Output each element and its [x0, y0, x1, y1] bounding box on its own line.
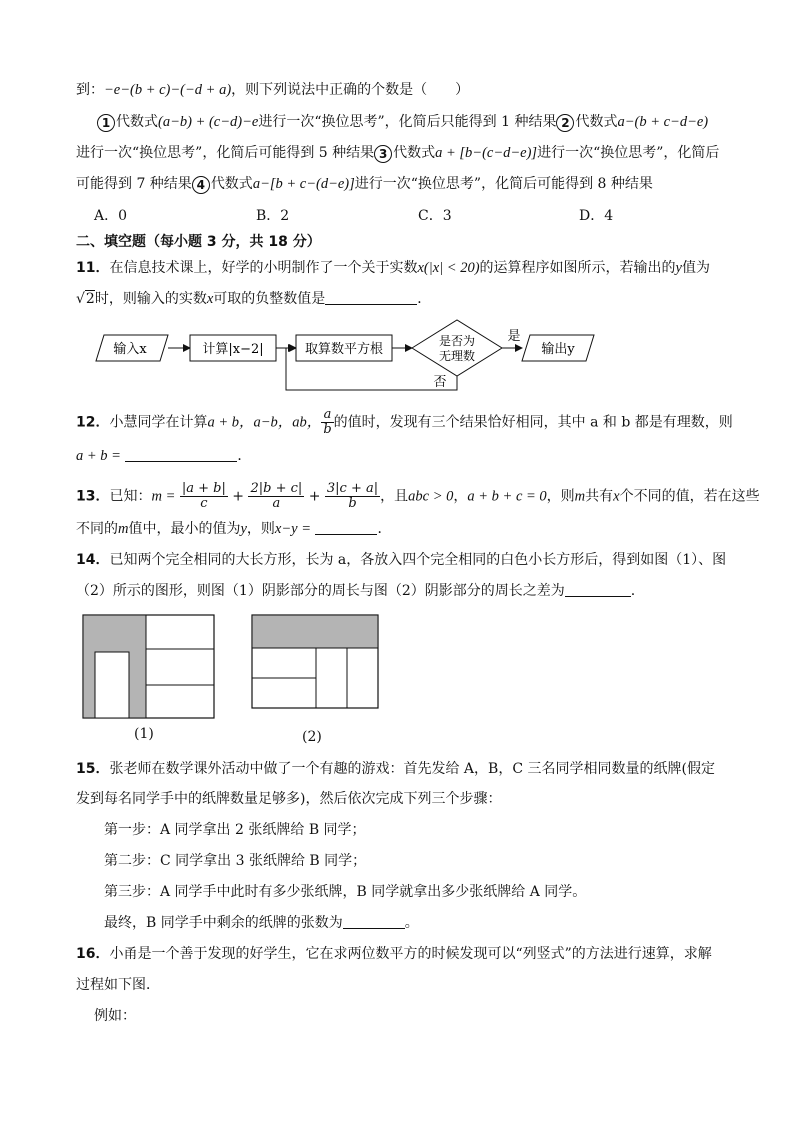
q13-lead: 已知：	[109, 488, 152, 505]
q10-item2-text-a: 代数式	[575, 114, 618, 130]
q10-item3-text-b: 进行一次“换位思考”，化简后	[537, 145, 720, 161]
q10-option-a: A．0	[94, 208, 128, 224]
flow-calc-label: 计算|x−2|	[202, 342, 264, 357]
circled-number-1: 1	[97, 114, 115, 132]
q15-end: 。	[404, 915, 419, 931]
q13-fraction-3	[325, 482, 380, 511]
flow-decision-shape	[412, 320, 502, 376]
q11-text-c: 值为	[681, 260, 710, 276]
q15-step2: 第二步：C 同学拿出 3 张纸牌给 B 同学；	[104, 853, 367, 869]
q13-f3-num: 3|c + a|	[326, 481, 379, 496]
q13-plus-1: +	[232, 488, 245, 505]
fig1-small-rect-left	[95, 652, 129, 718]
q13-f1-num: |a + b|	[181, 481, 226, 496]
q11-end: ．	[417, 291, 432, 307]
q12-text-b: 的值时，发现有三个结果恰好相同，其中 a 和 b 都是有理数，则	[333, 414, 733, 431]
q15-final	[104, 913, 419, 933]
q12-frac-num: a	[321, 408, 333, 423]
q10-suffix: ，则下列说法中正确的个数是（ ）	[231, 82, 470, 98]
q10-item3-text-a: 代数式	[393, 145, 436, 161]
q10-item1	[97, 112, 708, 132]
q15-step3: 第三步：A 同学手中此时有多少张纸牌，B 同学就拿出多少张纸牌给 A 同学。	[104, 884, 587, 900]
section2-heading: 二、填空题（每小题 3 分，共 18 分）	[76, 234, 321, 250]
q14-fig1-label: (1)	[134, 726, 154, 742]
q10-item3-expr: a + [b−(c−d−e)]	[435, 145, 538, 161]
flow-yes-label: 是	[507, 329, 521, 344]
q10-item4-expr: a−[b + c−(d−e)]	[252, 176, 355, 192]
q10-item2-expr: a−(b + c−d−e)	[617, 114, 709, 130]
q13-cond2: a + b + c = 0	[467, 488, 547, 505]
q13-text-f: 值中，最小的值为	[128, 521, 241, 537]
q12-fraction	[321, 408, 333, 437]
q13-text-c: 共有	[585, 488, 614, 505]
q14-figure-1	[82, 614, 218, 722]
q13-text-d: 个不同的值，若在这些	[619, 488, 760, 505]
q14-line1	[76, 550, 726, 570]
q13-f1-den: c	[200, 496, 208, 511]
q13-y: y	[240, 521, 247, 537]
q14-answer-blank[interactable]	[565, 582, 631, 597]
q11-line2	[76, 289, 431, 309]
q10-item1-expr: (a−b) + (c−d)−e	[158, 114, 259, 130]
flow-no-label: 否	[433, 375, 447, 390]
flow-decision-line2: 无理数	[438, 349, 476, 363]
q13-x: x	[613, 488, 620, 505]
q10-item2-text-b: 进行一次“换位思考”，化简后可能得到 5 种结果	[76, 145, 375, 161]
q14-text-b: （2）所示的图形，则图（1）阴影部分的周长与图（2）阴影部分的周长之差为	[76, 583, 565, 599]
q10-item3-text-c: 可能得到 7 种结果	[76, 176, 192, 192]
q16-text-a: 小甬是一个善于发现的好学生，它在求两位数平方的时候发现可以“列竖式”的方法进行速算，求解	[109, 946, 712, 962]
q11-y: y	[675, 260, 682, 276]
q13-text-a: ，且	[380, 488, 409, 505]
q15-text-a: 张老师在数学课外活动中做了一个有趣的游戏：首先发给 A，B，C 三名同学相同数量的纸牌(假定	[109, 761, 715, 777]
q13-f3-den: b	[348, 496, 357, 511]
q15-number: 15．	[76, 761, 110, 777]
q12-expr: a + b，a−b，ab，	[207, 414, 322, 431]
q10-option-d: D．4	[579, 208, 614, 224]
circled-number-3: 3	[374, 145, 392, 163]
q16-number: 16．	[76, 946, 110, 962]
q13-end: ．	[377, 521, 392, 537]
q14-line2	[76, 581, 635, 601]
circled-number-4: 4	[192, 176, 210, 194]
q13-text-g: ，则	[246, 521, 275, 537]
q11-expr: x(|x| < 20)	[417, 260, 480, 276]
q12-text-a: 小慧同学在计算	[109, 414, 208, 431]
q11-text-b: 的运算程序如图所示，若输出的	[479, 260, 676, 276]
q10-item1-text-b: 进行一次“换位思考”，化简后只能得到 1 种结果	[258, 114, 557, 130]
q11-text-e: 可取的负整数值是	[213, 291, 326, 307]
q13-text-e: 不同的	[76, 521, 118, 537]
q13-f2-num: 2|b + c|	[250, 481, 303, 496]
q16-line1	[76, 944, 712, 964]
q11-x: x	[206, 291, 214, 307]
q13-text-b: ，则	[546, 488, 575, 505]
q10-item2-3	[76, 143, 719, 163]
q11-sqrt-value: 2	[85, 291, 95, 307]
q11-line1	[76, 258, 710, 278]
q13-m2: m	[118, 521, 129, 537]
q13-cond1: abc > 0	[408, 488, 454, 505]
q13-answer-blank[interactable]	[315, 520, 377, 535]
q12-line2	[76, 446, 251, 466]
circled-number-2: 2	[556, 114, 574, 132]
q10-item3-4	[76, 174, 653, 194]
q10-item4-text-b: 进行一次“换位思考”，化简后可能得到 8 种结果	[354, 176, 653, 192]
q15-final-text: 最终，B 同学手中剩余的纸牌的张数为	[104, 915, 343, 931]
q14-figure-2	[251, 614, 381, 714]
flow-decision-line1: 是否为	[438, 334, 476, 348]
flow-output-label: 输出y	[541, 342, 575, 357]
q10-prefix: 到：	[76, 82, 104, 98]
fig2-shaded-region	[252, 615, 378, 648]
q10-option-c: C．3	[418, 208, 452, 224]
q13-f2-den: a	[272, 496, 281, 511]
q10-expr: −e−(b + c)−(−d + a)	[104, 82, 232, 98]
q12-answer-blank[interactable]	[125, 447, 237, 462]
q12-frac-den: b	[323, 422, 332, 437]
q12-line1	[76, 408, 733, 437]
flow-sqrt-label: 取算数平方根	[304, 342, 384, 357]
q13-comma: ，	[453, 488, 468, 505]
q13-line1	[76, 482, 760, 511]
q15-answer-blank[interactable]	[343, 914, 405, 929]
q11-flowchart	[90, 318, 600, 394]
q13-fraction-2	[248, 482, 304, 511]
q15-step1: 第一步：A 同学拿出 2 张纸牌给 B 同学；	[104, 822, 366, 838]
sqrt-icon: √	[76, 291, 85, 307]
q16-line3: 例如：	[94, 1008, 136, 1024]
q11-answer-blank[interactable]	[325, 290, 417, 305]
q11-text-a: 在信息技术课上，好学的小明制作了一个关于实数	[109, 260, 418, 276]
q13-fraction-1	[180, 482, 228, 511]
q13-plus-2: +	[308, 488, 321, 505]
q10-item1-text-a: 代数式	[116, 114, 158, 130]
q12-number: 12．	[76, 414, 110, 431]
flow-input-label: 输入x	[113, 342, 147, 357]
q12-expr2: a + b =	[76, 448, 121, 464]
q13-line2	[76, 519, 391, 539]
q10-item4-text-a: 代数式	[210, 176, 253, 192]
q10-option-b: B．2	[256, 208, 290, 224]
q14-fig2-label: (2)	[302, 729, 322, 745]
q11-text-d: 时，则输入的实数	[94, 291, 207, 307]
q16-line2: 过程如下图．	[76, 977, 160, 993]
q13-expr: x−y =	[274, 521, 311, 537]
q11-number: 11．	[76, 260, 110, 276]
q13-m: m	[574, 488, 586, 505]
q13-m-eq: m =	[151, 488, 176, 505]
q14-text-a: 已知两个完全相同的大长方形，长为 a，各放入四个完全相同的白色小长方形后，得到如图（1）、图	[109, 552, 727, 568]
q12-end: ．	[237, 448, 252, 464]
q15-line1	[76, 759, 715, 779]
q14-end: .	[630, 583, 636, 599]
q13-number: 13．	[76, 488, 110, 505]
q14-number: 14．	[76, 552, 110, 568]
q10-line1	[76, 80, 469, 100]
q15-line2: 发到每名同学手中的纸牌数量足够多)，然后依次完成下列三个步骤：	[76, 791, 502, 807]
